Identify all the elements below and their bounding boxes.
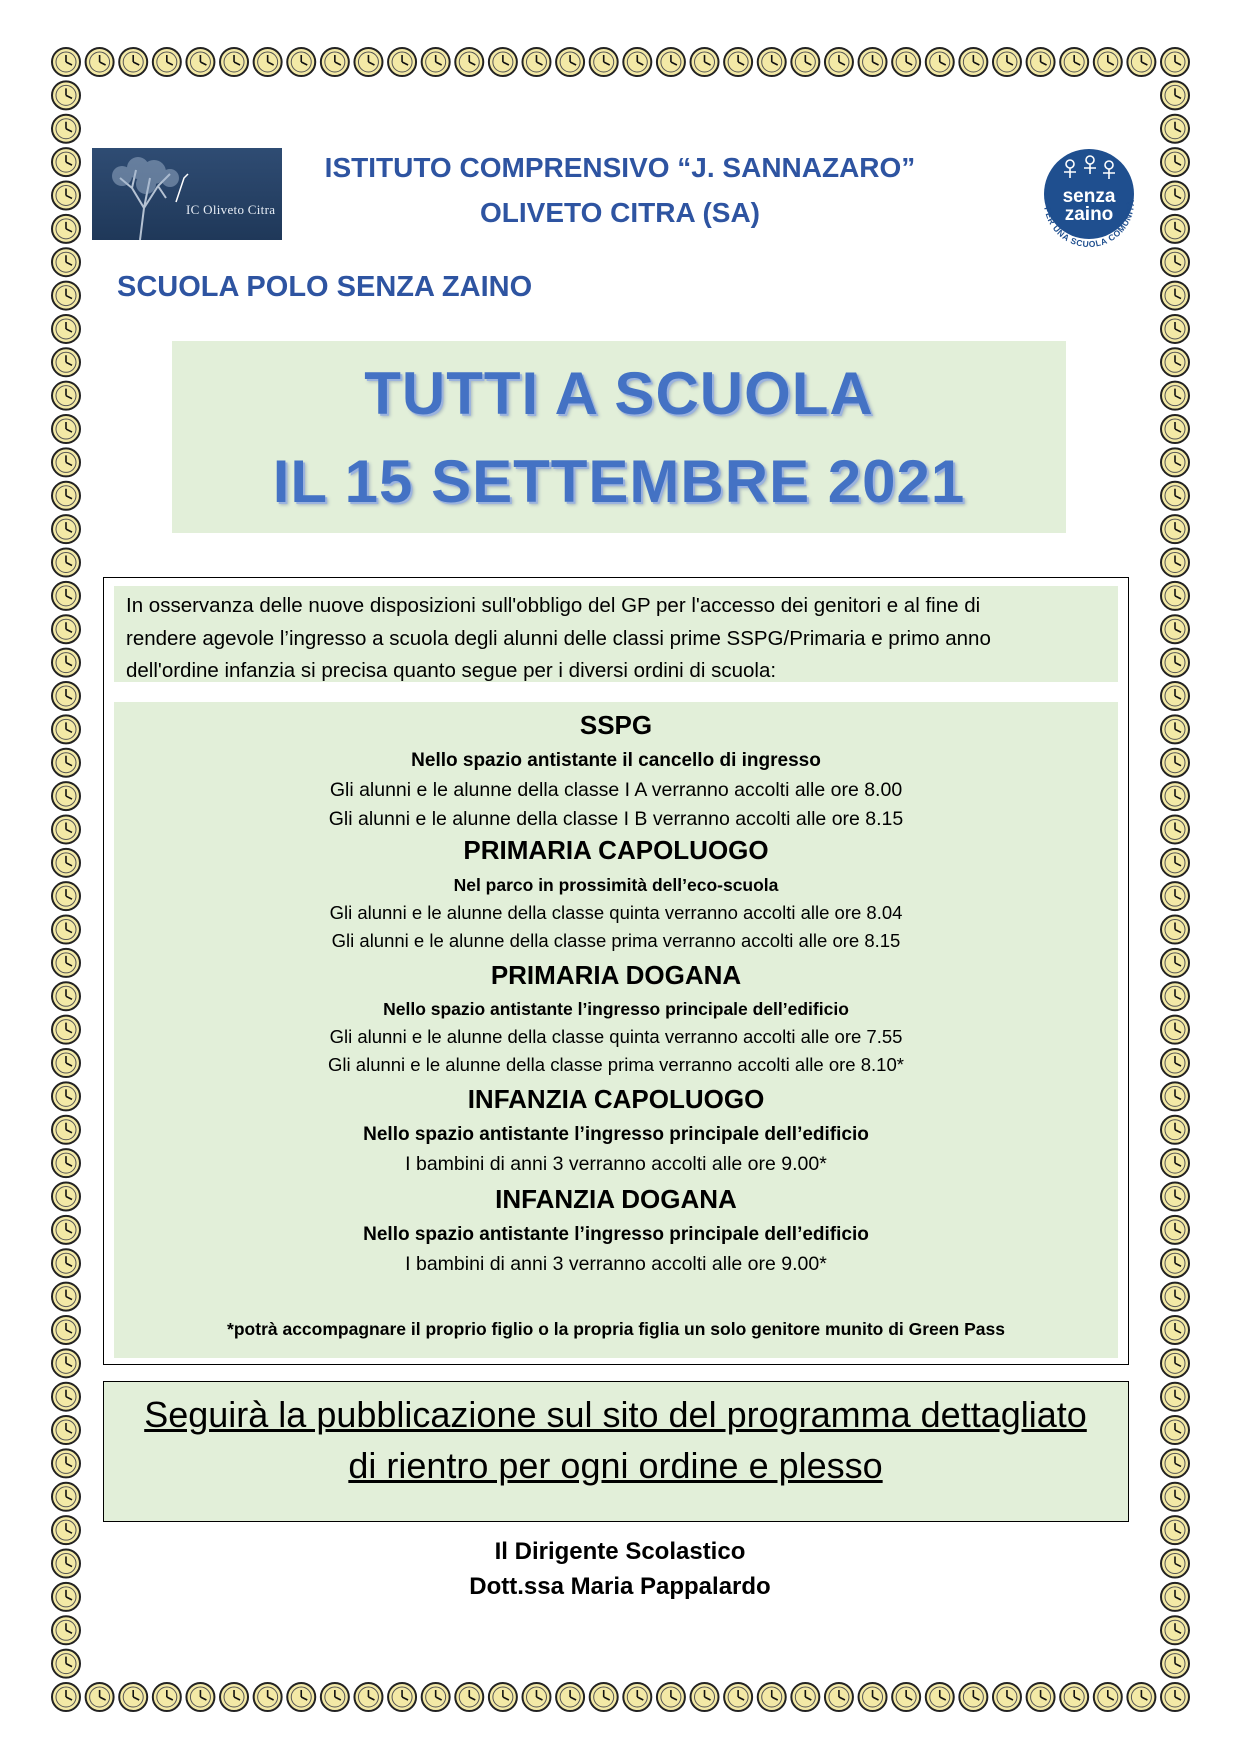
section-line: Gli alunni e le alunne della classe quinta verranno accolti alle ore 7.55 [329,1026,903,1047]
clock-icon [1161,181,1189,209]
clock-icon [52,1116,80,1144]
clock-icon [52,1349,80,1377]
clock-icon [1161,148,1189,176]
clock-icon [422,1683,450,1711]
intro-paragraph [114,586,1118,682]
clock-icon [522,48,550,76]
clock-icon [52,482,80,510]
clock-icon [52,1016,80,1044]
logo-caption: IC Oliveto Citra [186,202,276,217]
clock-icon [489,1683,517,1711]
clock-icon [52,181,80,209]
clock-icon [153,48,181,76]
clock-icon [52,515,80,543]
clock-icon [52,382,80,410]
clock-icon [1161,1049,1189,1077]
clock-icon [52,1449,80,1477]
clock-icon [52,1483,80,1511]
clock-icon [52,682,80,710]
clock-icon [791,1683,819,1711]
clock-icon [1161,315,1189,343]
section-location: Nello spazio antistante l’ingresso principale dell’edificio [383,999,849,1019]
clock-icon [153,1683,181,1711]
clock-icon [1161,1616,1189,1644]
clock-icon [959,48,987,76]
clock-icon [52,1316,80,1344]
clock-icon [1161,1683,1189,1711]
clock-icon [1161,615,1189,643]
section-line: I bambini di anni 3 verranno accolti alle ore 9.00* [405,1253,827,1275]
clock-icon [287,48,315,76]
clock-icon [52,48,80,76]
clock-icon [1161,348,1189,376]
clock-icon [590,1683,618,1711]
clock-icon [455,1683,483,1711]
clock-icon [254,48,282,76]
clock-icon [254,1683,282,1711]
green-pass-note: *potrà accompagnare il proprio figlio o la propria figlia un solo genitore munito di Green Pass [227,1319,1005,1339]
clock-icon [1161,1182,1189,1210]
clock-icon [52,282,80,310]
clock-icon [86,48,114,76]
section-location: Nello spazio antistante il cancello di ingresso [411,750,821,771]
clock-icon [1161,382,1189,410]
clock-icon [1127,1683,1155,1711]
signature-role: Il Dirigente Scolastico [494,1538,746,1565]
clock-icon [758,1683,786,1711]
signature-name: Dott.ssa Maria Pappalardo [469,1573,771,1600]
clock-icon [1161,916,1189,944]
clock-icon [220,1683,248,1711]
clock-icon [1161,1650,1189,1678]
clock-icon [1161,482,1189,510]
clock-icon [52,1616,80,1644]
clock-icon [1161,1483,1189,1511]
clock-icon [623,48,651,76]
clock-icon [1161,1216,1189,1244]
clock-icon [186,48,214,76]
clock-icon [52,148,80,176]
clock-icon [724,48,752,76]
clock-icon [1027,1683,1055,1711]
clock-icon [993,1683,1021,1711]
clock-icon [52,448,80,476]
clock-icon [1161,1283,1189,1311]
clock-icon [52,1383,80,1411]
intro-line: In osservanza delle nuove disposizioni sull'obbligo del GP per l'accesso dei genitori e al fine di [126,594,981,617]
clock-icon [388,1683,416,1711]
clock-icon [422,48,450,76]
clock-icon [52,1683,80,1711]
clock-icon [52,882,80,910]
clock-icon [1060,1683,1088,1711]
clock-icon [52,1216,80,1244]
clock-icon [52,1583,80,1611]
clock-icon [556,1683,584,1711]
clock-icon [1161,215,1189,243]
clock-icon [1161,815,1189,843]
clock-icon [52,81,80,109]
announcement-line-2: di rientro per ogni ordine e plesso [348,1445,883,1486]
clock-icon [52,782,80,810]
clock-icon [1161,248,1189,276]
clock-icon [1094,1683,1122,1711]
clock-icon [1161,81,1189,109]
clock-icon [1161,115,1189,143]
clock-icon [1161,882,1189,910]
info-box [103,577,1129,1365]
announcement-box [103,1381,1129,1522]
clock-icon [1161,448,1189,476]
clock-icon [1161,1149,1189,1177]
schedule-panel [114,702,1118,1358]
clock-icon [1161,415,1189,443]
clock-icon [1161,749,1189,777]
section-line: Gli alunni e le alunne della classe quinta verranno accolti alle ore 8.04 [329,902,903,923]
clock-icon [623,1683,651,1711]
clock-icon [691,48,719,76]
clock-icon [1161,949,1189,977]
clock-icon [52,1082,80,1110]
clock-icon [52,549,80,577]
clock-icon [52,1416,80,1444]
clock-icon [1161,1449,1189,1477]
school-logo [92,148,282,240]
clock-icon [52,615,80,643]
title-line-1: TUTTI A SCUOLA [364,360,874,427]
clock-icon [1161,282,1189,310]
clock-icon [1161,48,1189,76]
clock-icon [86,1683,114,1711]
clock-icon [1161,1249,1189,1277]
clock-icon [1161,1016,1189,1044]
clock-icon [52,1249,80,1277]
clock-icon [52,649,80,677]
clock-icon [52,715,80,743]
clock-icon [1161,982,1189,1010]
clock-icon [52,115,80,143]
clock-icon [825,48,853,76]
clock-icon [1060,48,1088,76]
clock-icon [220,48,248,76]
section-heading: PRIMARIA CAPOLUOGO [463,835,769,865]
section-heading: SSPG [579,710,653,740]
section-heading: PRIMARIA DOGANA [490,960,742,990]
clock-icon [119,48,147,76]
school-polo-label: SCUOLA POLO SENZA ZAINO [117,271,533,303]
clock-icon [657,1683,685,1711]
clock-icon [959,1683,987,1711]
clock-icon [52,982,80,1010]
clock-icon [52,315,80,343]
clock-icon [926,48,954,76]
section-heading: INFANZIA CAPOLUOGO [467,1084,765,1114]
clock-icon [1161,1349,1189,1377]
clock-icon [1161,515,1189,543]
clock-icon [321,1683,349,1711]
logo-word-1: senza [1062,186,1116,207]
clock-icon [791,48,819,76]
clock-icon [1161,782,1189,810]
clock-icon [590,48,618,76]
clock-icon [52,1650,80,1678]
logo-word-2: zaino [1064,204,1114,225]
clock-icon [1161,1116,1189,1144]
clock-icon [1161,682,1189,710]
clock-icon [455,48,483,76]
intro-line: rendere agevole l’ingresso a scuola degli alunni delle classi prime SSPG/Primaria e primo anno [126,626,991,650]
intro-line: dell'ordine infanzia si precisa quanto segue per i diversi ordini di scuola: [126,659,777,682]
clock-icon [52,949,80,977]
clock-icon [52,749,80,777]
clock-icon [52,582,80,610]
clock-icon [354,48,382,76]
clock-icon [388,48,416,76]
clock-icon [1161,1383,1189,1411]
announcement-line-1: Seguirà la pubblicazione sul sito del programma dettagliato [144,1394,1087,1435]
clock-icon [52,849,80,877]
title-panel [172,341,1066,533]
clock-icon [119,1683,147,1711]
clock-icon [1161,582,1189,610]
clock-icon [287,1683,315,1711]
logo-ring-text: PER UNA SCUOLA COMUNITÀ [1042,199,1137,250]
section-location: Nello spazio antistante l’ingresso principale dell’edificio [363,1124,869,1145]
section-line: Gli alunni e le alunne della classe prima verranno accolti alle ore 8.15 [331,930,901,951]
clock-icon [1161,549,1189,577]
institute-city: OLIVETO CITRA (SA) [480,197,760,228]
clock-icon [1161,1316,1189,1344]
clock-icon [186,1683,214,1711]
clock-icon [52,1149,80,1177]
clock-icon [556,48,584,76]
clock-icon [993,48,1021,76]
section-location: Nel parco in prossimità dell’eco-scuola [453,875,779,895]
clock-icon [52,248,80,276]
tree-icon [92,148,282,240]
clock-icon [1027,48,1055,76]
clock-icon [1161,849,1189,877]
clock-icon [354,1683,382,1711]
clock-icon [1094,48,1122,76]
clock-icon [52,348,80,376]
clock-icon [52,1516,80,1544]
section-line: Gli alunni e le alunne della classe I B verranno accolti alle ore 8.15 [328,808,904,830]
clock-icon [52,815,80,843]
section-line: Gli alunni e le alunne della classe I A verranno accolti alle ore 8.00 [329,779,903,801]
institute-name: ISTITUTO COMPRENSIVO “J. SANNAZARO” [324,152,916,183]
clock-icon [859,48,887,76]
section-heading: INFANZIA DOGANA [495,1184,737,1214]
clock-icon [1161,1516,1189,1544]
clock-icon [657,48,685,76]
clock-icon [1161,1416,1189,1444]
clock-icon [1127,48,1155,76]
clock-icon [52,916,80,944]
clock-icon [1161,1583,1189,1611]
clock-icon [1161,649,1189,677]
clock-icon [859,1683,887,1711]
section-line: I bambini di anni 3 verranno accolti alle ore 9.00* [405,1153,827,1175]
clock-icon [825,1683,853,1711]
clock-icon [52,1550,80,1578]
clock-icon [52,1283,80,1311]
clock-icon [691,1683,719,1711]
clock-icon [52,1182,80,1210]
senza-zaino-logo [1030,140,1148,258]
clock-icon [724,1683,752,1711]
clock-icon [321,48,349,76]
clock-icon [1161,1082,1189,1110]
title-line-2: IL 15 SETTEMBRE 2021 [272,448,966,515]
clock-icon [52,415,80,443]
section-line: Gli alunni e le alunne della classe prima verranno accolti alle ore 8.10* [328,1054,904,1075]
clock-icon [758,48,786,76]
clock-icon [522,1683,550,1711]
clock-icon [52,1049,80,1077]
clock-icon [52,215,80,243]
clock-icon [1161,1550,1189,1578]
clock-icon [926,1683,954,1711]
clock-icon [892,48,920,76]
section-location: Nello spazio antistante l’ingresso principale dell’edificio [363,1224,869,1245]
clock-icon [892,1683,920,1711]
clock-icon [489,48,517,76]
clock-icon [1161,715,1189,743]
